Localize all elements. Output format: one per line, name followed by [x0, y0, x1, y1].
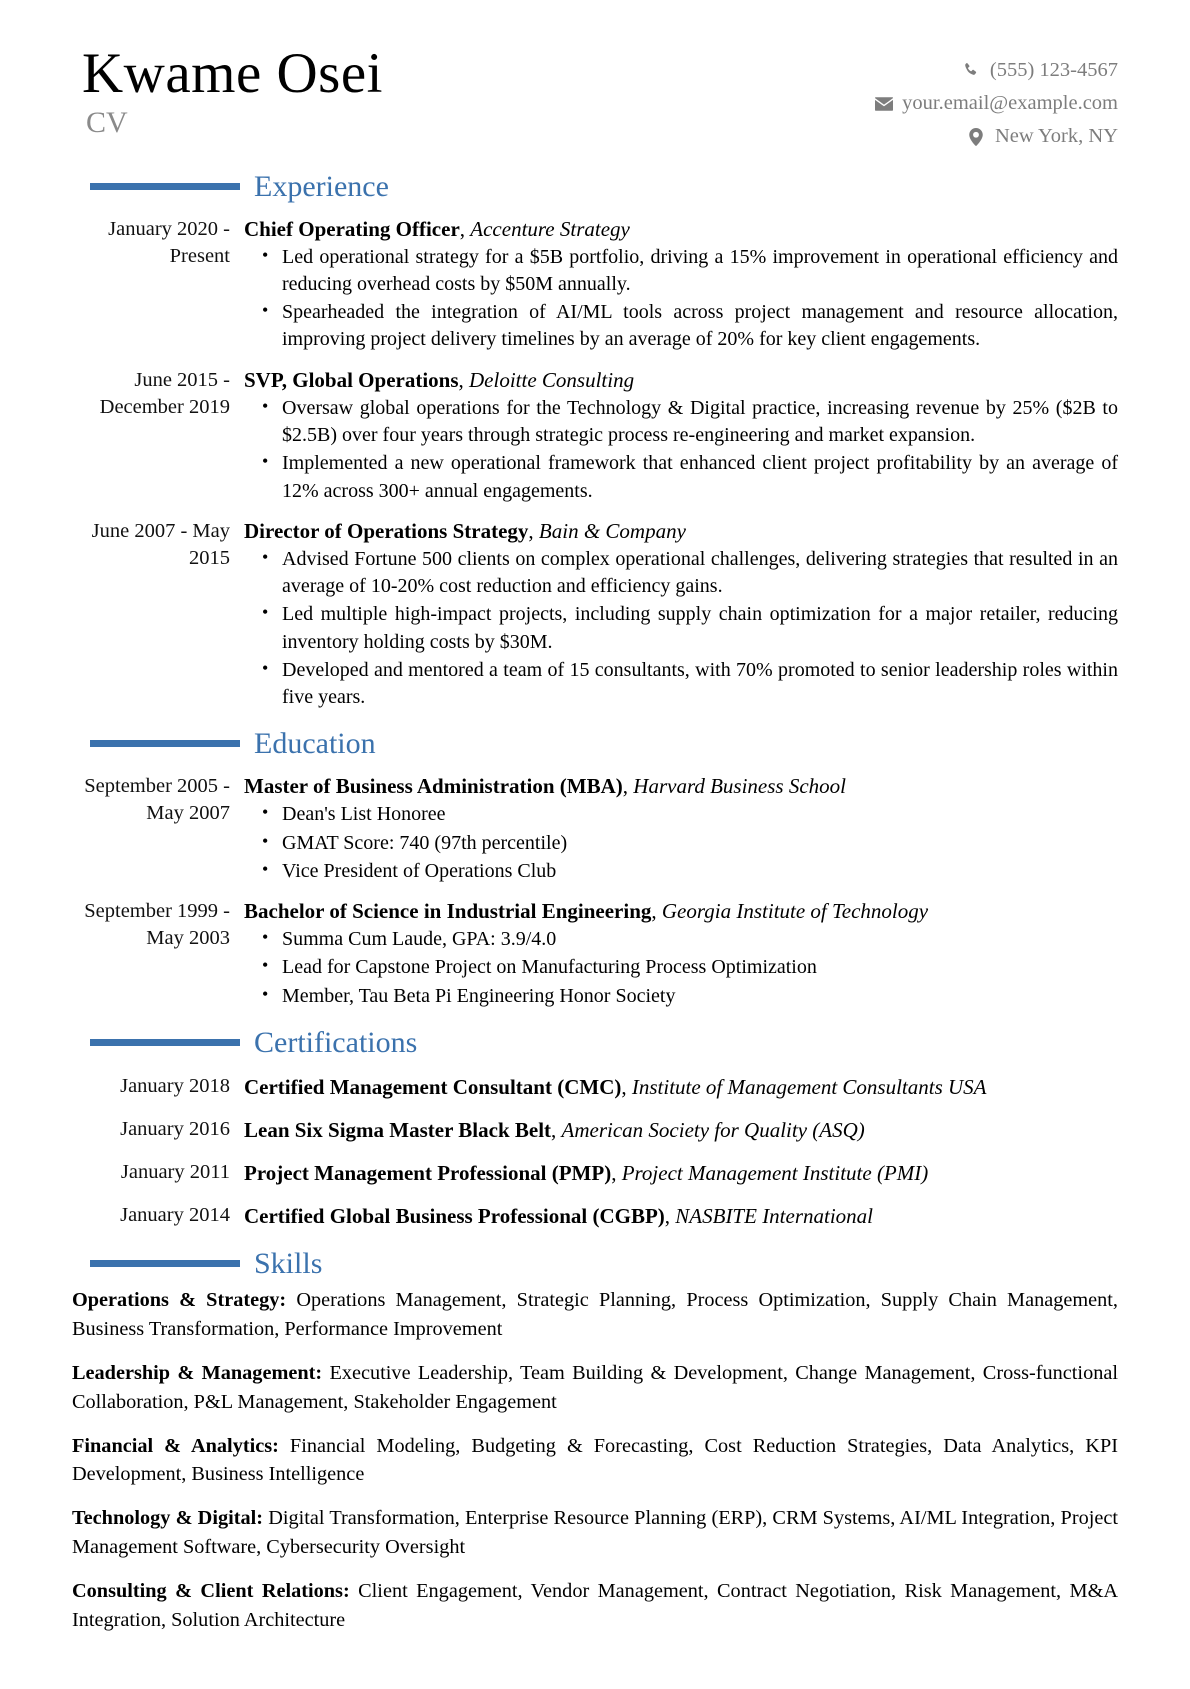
separator: ,: [458, 367, 470, 392]
experience-body: [244, 216, 1118, 354]
list-item: • Developed and mentored a team of 15 consultants, with 70% promoted to senior leadership roles within five years.: [270, 657, 1118, 711]
education-school: Georgia Institute of Technology: [661, 898, 929, 923]
list-item: • Spearheaded the integration of AI/ML tools across project management and resource allocation, improving project delivery timelines by an average of 20% for key client engagements.: [270, 299, 1118, 353]
experience-body: [244, 518, 1118, 711]
skill-row: [72, 1577, 1118, 1635]
skills-body: [72, 1286, 1118, 1634]
certification-name: Lean Six Sigma Master Black Belt: [244, 1117, 552, 1142]
experience-org: Accenture Strategy: [470, 216, 630, 241]
list-item: • Vice President of Operations Club: [270, 858, 1118, 885]
certification-issuer: Institute of Management Consultants USA: [631, 1074, 987, 1099]
certification-issuer: American Society for Quality (ASQ): [561, 1117, 865, 1142]
certification-issuer: NASBITE International: [675, 1204, 874, 1229]
skill-items: Digital Transformation, Enterprise Resource Planning (ERP), CRM Systems, AI/ML Integration, Project Management Software, Cybersecurity Oversight: [72, 1507, 1118, 1559]
certification-date: January 2018: [120, 1074, 230, 1097]
experience-entry: [72, 518, 1118, 711]
education-entry: [72, 898, 1118, 1010]
education-degree: Bachelor of Science in Industrial Engineering: [244, 898, 652, 923]
contact-email[interactable]: [874, 87, 1118, 120]
certification-name: Project Management Professional (PMP): [244, 1161, 612, 1186]
section-title-certifications: Certifications: [254, 1025, 418, 1059]
phone-text: (555) 123-4567: [989, 59, 1118, 81]
certification-heading: [244, 1159, 1118, 1187]
section-rule: [90, 740, 240, 747]
skill-row: [72, 1504, 1118, 1562]
email-text: your.email@example.com: [902, 92, 1118, 115]
phone-icon: [962, 61, 981, 80]
experience-entry: [72, 216, 1118, 354]
education-date: September 2005 - May 2007: [84, 775, 230, 825]
experience-role: Chief Operating Officer: [244, 216, 460, 241]
section-header-education: [72, 727, 1118, 760]
section-header-skills: [72, 1247, 1118, 1280]
experience-entry: [72, 367, 1118, 505]
certification-issuer: Project Management Institute (PMI): [621, 1161, 929, 1186]
list-item: • Advised Fortune 500 clients on complex operational challenges, delivering strategies that resulted in an average of 10-20% cost reduction and efficiency gains.: [270, 546, 1118, 600]
certification-heading: [244, 1202, 1118, 1230]
education-points: [244, 801, 1118, 885]
education-entry: [72, 773, 1118, 885]
separator: ,: [664, 1204, 676, 1229]
certification-body: [244, 1159, 1118, 1188]
section-title-education: Education: [254, 727, 376, 761]
experience-points: [244, 395, 1118, 505]
section-rule: [90, 1039, 240, 1046]
separator: ,: [611, 1161, 622, 1186]
separator: ,: [651, 898, 662, 923]
certification-name: Certified Management Consultant (CMC): [244, 1074, 622, 1099]
section-header-certifications: [72, 1026, 1118, 1059]
section-title-skills: Skills: [254, 1247, 323, 1281]
experience-date: June 2015 - December 2019: [99, 368, 230, 418]
experience-heading: [244, 518, 1118, 545]
list-item: • Oversaw global operations for the Technology & Digital practice, increasing revenue by 25% ($2B to $2.5B) over four years through strategic process re-engineering and market expansion.: [270, 395, 1118, 449]
location-text: New York, NY: [994, 125, 1118, 148]
skill-row: [72, 1286, 1118, 1344]
experience-date: June 2007 - May 2015: [91, 519, 230, 569]
section-title-experience: Experience: [254, 169, 389, 203]
experience-points: [244, 244, 1118, 354]
experience-points: [244, 546, 1118, 711]
experience-role: SVP, Global Operations: [244, 367, 459, 392]
contact-phone[interactable]: [874, 54, 1118, 87]
certification-date: January 2016: [120, 1117, 230, 1140]
section-header-experience: [72, 170, 1118, 203]
education-school: Harvard Business School: [633, 774, 846, 799]
separator: ,: [551, 1117, 562, 1142]
envelope-icon: [874, 94, 893, 113]
skill-row: [72, 1359, 1118, 1417]
experience-heading: [244, 216, 1118, 243]
skill-category: Consulting & Client Relations:: [72, 1579, 350, 1602]
certification-name: Certified Global Business Professional (CGBP): [244, 1204, 665, 1229]
skill-items: Operations Management, Strategic Planning, Process Optimization, Supply Chain Management, Business Transformation, Performance Improvement: [72, 1289, 1119, 1341]
identity-block: [72, 44, 383, 139]
certification-body: [244, 1202, 1118, 1231]
certification-heading: [244, 1073, 1118, 1101]
experience-org: Bain & Company: [538, 518, 686, 543]
skill-category: Technology & Digital:: [72, 1507, 264, 1530]
experience-date: January 2020 - Present: [108, 217, 230, 267]
certification-body: [244, 1116, 1118, 1145]
skill-items: Executive Leadership, Team Building & Development, Change Management, Cross-functional Collaboration, P&L Management, Stakeholder Engagement: [72, 1361, 1118, 1413]
education-heading: [244, 773, 1118, 800]
skill-items: Client Engagement, Vendor Management, Contract Negotiation, Risk Management, M&A Integration, Solution Architecture: [72, 1579, 1118, 1631]
list-item: • Summa Cum Laude, GPA: 3.9/4.0: [270, 926, 1118, 953]
list-item: • Led multiple high-impact projects, including supply chain optimization for a major retailer, reducing inventory holding costs by $30M.: [270, 601, 1118, 655]
list-item: • GMAT Score: 740 (97th percentile): [270, 830, 1118, 857]
section-rule: [90, 1260, 240, 1267]
cv-header: [72, 44, 1118, 154]
subtitle: CV: [86, 106, 128, 140]
experience-role: Director of Operations Strategy: [244, 518, 529, 543]
education-date: September 1999 - May 2003: [84, 899, 230, 950]
skill-items: Financial Modeling, Budgeting & Forecasting, Cost Reduction Strategies, Data Analytics, KPI Development, Business Intelligence: [72, 1434, 1118, 1486]
page-title: Kwame Osei: [82, 42, 383, 105]
experience-org: Deloitte Consulting: [469, 367, 635, 392]
list-item: • Implemented a new operational framework that enhanced client project profitability by an average of 12% across 300+ annual engagements.: [270, 450, 1118, 504]
education-degree: Master of Business Administration (MBA): [244, 774, 623, 799]
section-rule: [90, 183, 240, 190]
education-body: [244, 898, 1118, 1010]
separator: ,: [459, 216, 471, 241]
experience-body: [244, 367, 1118, 505]
list-item: • Lead for Capstone Project on Manufacturing Process Optimization: [270, 954, 1118, 981]
separator: ,: [621, 1074, 632, 1099]
certification-entry: [72, 1159, 1118, 1188]
education-body: [244, 773, 1118, 885]
certification-entry: [72, 1116, 1118, 1145]
map-pin-icon: [967, 128, 986, 147]
contact-block: [874, 44, 1118, 154]
list-item: • Member, Tau Beta Pi Engineering Honor Society: [270, 983, 1118, 1010]
education-points: [244, 926, 1118, 1010]
skill-row: [72, 1432, 1118, 1490]
list-item: • Led operational strategy for a $5B portfolio, driving a 15% improvement in operational efficiency and reducing overhead costs by $50M annually.: [270, 244, 1118, 298]
skill-category: Leadership & Management:: [72, 1361, 323, 1384]
certification-entry: [72, 1073, 1118, 1102]
skill-category: Financial & Analytics:: [72, 1434, 279, 1457]
separator: ,: [528, 518, 539, 543]
skill-category: Operations & Strategy:: [72, 1289, 287, 1312]
certification-date: January 2011: [120, 1161, 230, 1184]
education-heading: [244, 898, 1118, 925]
certification-body: [244, 1073, 1118, 1102]
certification-heading: [244, 1116, 1118, 1144]
experience-heading: [244, 367, 1118, 394]
certification-entry: [72, 1202, 1118, 1231]
separator: ,: [622, 774, 634, 799]
contact-location[interactable]: [874, 120, 1118, 153]
certification-date: January 2014: [120, 1204, 230, 1227]
list-item: • Dean's List Honoree: [270, 801, 1118, 828]
